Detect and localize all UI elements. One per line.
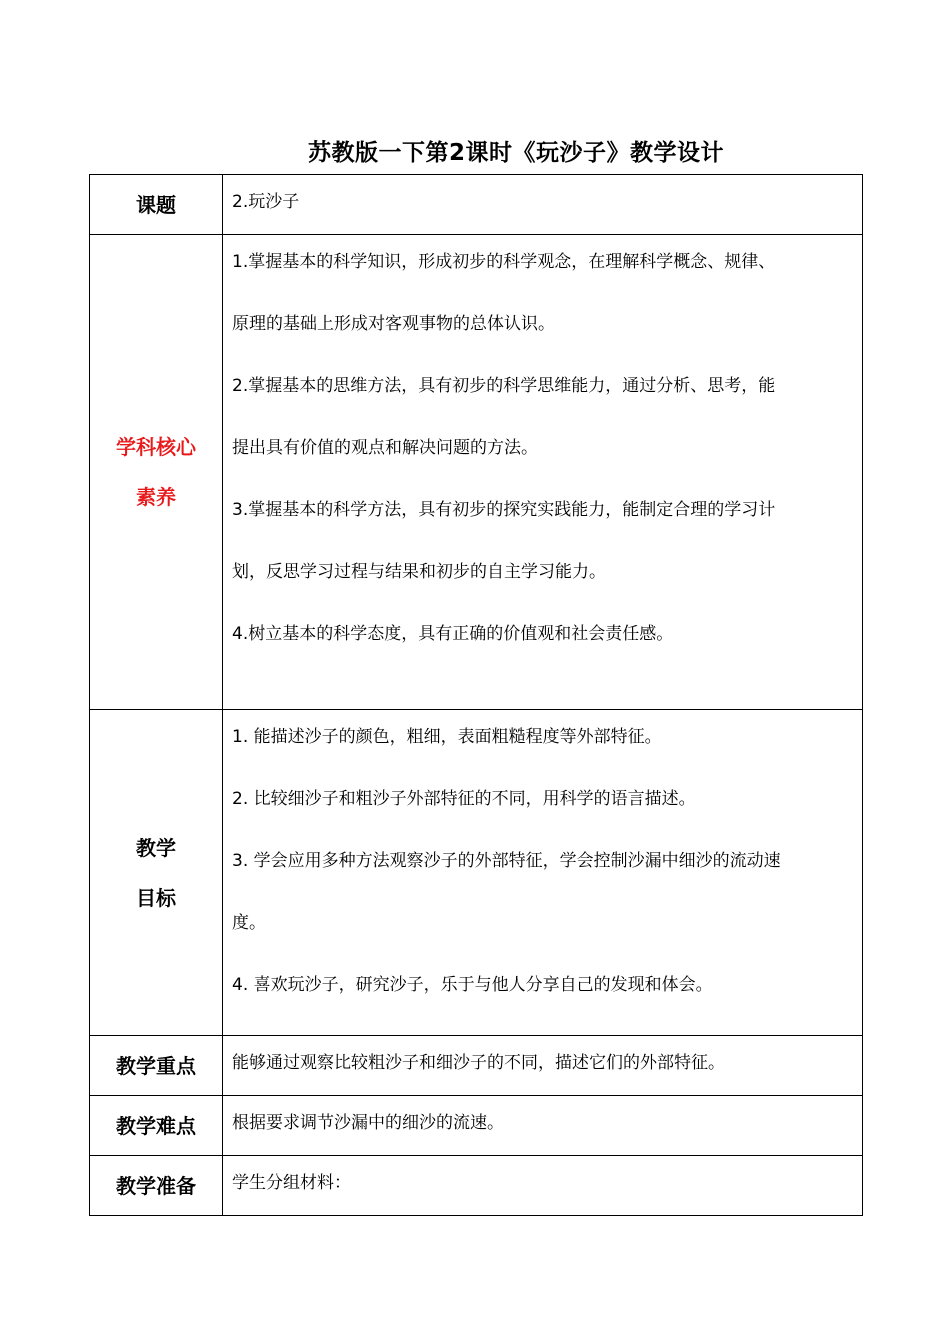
preparation-content bbox=[223, 1156, 863, 1216]
teaching-goals-label-line1: 教学 bbox=[136, 835, 176, 860]
difficulties-text: 根据要求调节沙漏中的细沙的流速。 bbox=[232, 1113, 504, 1133]
topic-content bbox=[223, 175, 863, 235]
core-literacy-label-line1: 学科核心 bbox=[116, 435, 196, 459]
core-item-1-line1: 1.掌握基本的科学知识，形成初步的科学观念，在理解科学概念、规律、 bbox=[232, 252, 776, 272]
goal-item-2: 2. 比较细沙子和粗沙子外部特征的不同，用科学的语言描述。 bbox=[232, 789, 696, 809]
core-item-1-line2: 原理的基础上形成对客观事物的总体认识。 bbox=[232, 314, 555, 334]
table-row-key-points bbox=[90, 1036, 863, 1096]
topic-label: 课题 bbox=[90, 175, 223, 235]
table-row-preparation bbox=[90, 1156, 863, 1216]
table-row-core-literacy bbox=[90, 235, 863, 710]
core-item-4-line1: 4.树立基本的科学态度，具有正确的价值观和社会责任感。 bbox=[232, 624, 674, 644]
core-literacy-label-line2: 素养 bbox=[136, 485, 176, 509]
goal-item-3-line1: 3. 学会应用多种方法观察沙子的外部特征，学会控制沙漏中细沙的流动速 bbox=[232, 851, 781, 871]
key-points-text: 能够通过观察比较粗沙子和细沙子的不同，描述它们的外部特征。 bbox=[232, 1053, 725, 1073]
key-points-content bbox=[223, 1036, 863, 1096]
core-literacy-content bbox=[223, 235, 863, 710]
core-literacy-label bbox=[90, 235, 223, 710]
key-points-label: 教学重点 bbox=[90, 1036, 223, 1096]
teaching-goals-label bbox=[90, 710, 223, 1036]
lesson-plan-table bbox=[89, 174, 863, 1216]
goal-item-3-line2: 度。 bbox=[232, 913, 266, 933]
goal-item-1: 1. 能描述沙子的颜色，粗细，表面粗糙程度等外部特征。 bbox=[232, 727, 662, 747]
table-row-difficulties bbox=[90, 1096, 863, 1156]
topic-text: 2.玩沙子 bbox=[232, 192, 300, 212]
document-title: 苏教版一下第2课时《玩沙子》教学设计 bbox=[308, 140, 725, 166]
preparation-label: 教学准备 bbox=[90, 1156, 223, 1216]
difficulties-content bbox=[223, 1096, 863, 1156]
core-item-2-line1: 2.掌握基本的思维方法，具有初步的科学思维能力，通过分析、思考，能 bbox=[232, 376, 776, 396]
core-item-2-line2: 提出具有价值的观点和解决问题的方法。 bbox=[232, 438, 538, 458]
preparation-text: 学生分组材料： bbox=[232, 1173, 351, 1193]
core-item-3-line1: 3.掌握基本的科学方法，具有初步的探究实践能力，能制定合理的学习计 bbox=[232, 500, 776, 520]
difficulties-label: 教学难点 bbox=[90, 1096, 223, 1156]
core-item-3-line2: 划，反思学习过程与结果和初步的自主学习能力。 bbox=[232, 562, 606, 582]
teaching-goals-content bbox=[223, 710, 863, 1036]
table-row-teaching-goals bbox=[90, 710, 863, 1036]
teaching-goals-label-line2: 目标 bbox=[136, 885, 176, 910]
table-row-topic bbox=[90, 175, 863, 235]
goal-item-4: 4. 喜欢玩沙子，研究沙子，乐于与他人分享自己的发现和体会。 bbox=[232, 975, 713, 995]
